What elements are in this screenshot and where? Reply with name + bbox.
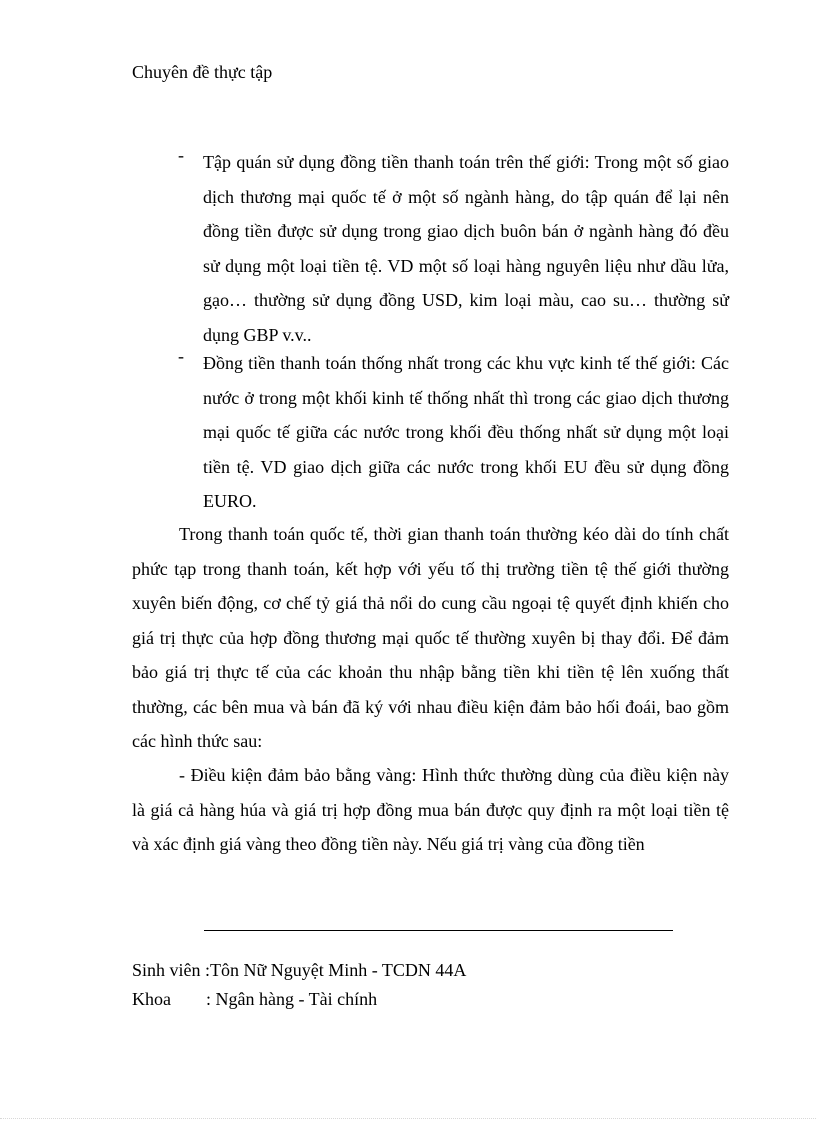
body-paragraph: - Điều kiện đảm bảo bằng vàng: Hình thức thường dùng của điều kiện này là giá cả hàng húa và giá trị hợp đồng mua bán được quy định ra một loại tiền tệ và xác định giá vàng theo đồng tiền này. Nếu giá trị vàng của đồng tiền <box>132 765 729 854</box>
footer-student-label: Sinh viên : <box>132 960 211 980</box>
bullet-text: Đồng tiền thanh toán thống nhất trong các khu vực kinh tế thế giới: Các nước ở trong một khối kinh tế thống nhất thì trong các giao dịch thương mại quốc tế giữa các nước trong khối đều thống nhất sử dụng một loại tiền tệ. VD giao dịch giữa các nước trong khối EU đều sử dụng đồng EURO. <box>203 353 729 511</box>
bullet-dash: - <box>178 346 184 366</box>
footer-student-value: Tôn Nữ Nguyệt Minh - TCDN 44A <box>210 960 467 980</box>
page-bottom-border <box>0 1118 816 1119</box>
footer-faculty-label: Khoa <box>132 989 171 1009</box>
bullet-item <box>178 145 729 352</box>
footer-faculty-line <box>132 987 377 1011</box>
bullet-text: Tập quán sử dụng đồng tiền thanh toán trên thế giới: Trong một số giao dịch thương mại quốc tế ở một số ngành hàng, do tập quán để lại nên đồng tiền được sử dụng trong giao dịch buôn bán ở ngành hàng đó đều sử dụng một loại tiền tệ. VD một số loại hàng nguyên liệu như dầu lửa, gạo… thường sử dụng đồng USD, kim loại màu, cao su… thường sử dụng GBP v.v.. <box>203 152 729 345</box>
footer-divider <box>204 930 673 931</box>
bullet-dash: - <box>178 145 184 165</box>
page-header-title: Chuyên đề thực tập <box>132 62 273 82</box>
bullet-item <box>178 346 729 519</box>
footer-student-line <box>132 958 466 982</box>
body-paragraph: Trong thanh toán quốc tế, thời gian thanh toán thường kéo dài do tính chất phức tạp trong thanh toán, kết hợp với yếu tố thị trường tiền tệ thế giới thường xuyên biến động, cơ chế tỷ giá thả nổi do cung cầu ngoại tệ quyết định khiến cho giá trị thực của hợp đồng thương mại quốc tế thường xuyên bị thay đổi. Để đảm bảo giá trị thực tế của các khoản thu nhập bằng tiền khi tiền tệ lên xuống thất thường, các bên mua và bán đã ký với nhau điều kiện đảm bảo hối đoái, bao gồm các hình thức sau: <box>132 524 729 751</box>
footer-faculty-value: : Ngân hàng - Tài chính <box>206 989 378 1009</box>
